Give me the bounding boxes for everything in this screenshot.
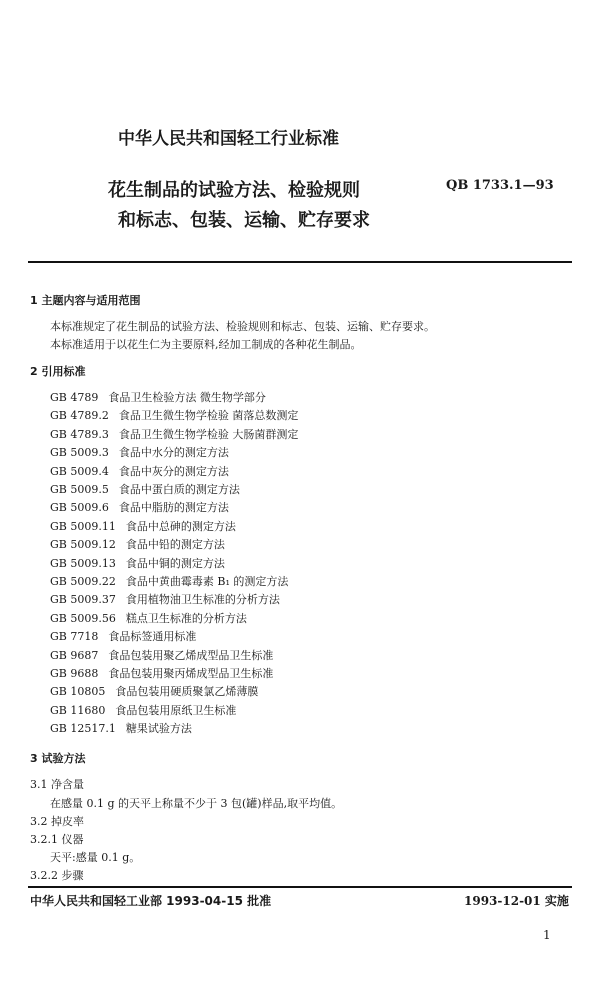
reference-item — [50, 628, 196, 644]
reference-code: GB 5009.56 — [50, 611, 116, 625]
section3-1-text: 在感量 0.1 g 的天平上称量不少于 3 包(罐)样品,取平均值。 — [50, 797, 343, 810]
section3-1-heading: 3.1 净含量 — [30, 778, 84, 791]
reference-item — [50, 407, 298, 423]
reference-item — [50, 702, 236, 718]
reference-title: 食品中黄曲霉毒素 B₁ 的测定方法 — [125, 575, 289, 588]
reference-item — [50, 555, 225, 571]
reference-code: GB 4789.2 — [50, 409, 109, 423]
section3-2-2-heading: 3.2.2 步骤 — [30, 869, 84, 882]
reference-code: GB 9688 — [50, 667, 99, 680]
reference-title: 食品中蛋白质的测定方法 — [118, 483, 240, 496]
reference-code: GB 9687 — [50, 648, 99, 662]
reference-title: 食品中脂肪的测定方法 — [118, 501, 229, 515]
reference-item — [50, 389, 266, 405]
standard-code: QB 1733.1—93 — [446, 178, 554, 193]
reference-code: GB 5009.37 — [50, 593, 116, 607]
reference-code: GB 4789 — [50, 391, 99, 404]
document-title-line1: 花生制品的试验方法、检验规则 — [108, 180, 360, 201]
reference-item — [50, 444, 229, 460]
section3-heading: 3 试验方法 — [30, 752, 86, 765]
reference-title: 糖果试验方法 — [125, 722, 192, 736]
reference-code: GB 4789.3 — [50, 427, 109, 441]
reference-item — [50, 610, 247, 626]
reference-code: GB 5009.4 — [50, 464, 109, 478]
reference-item — [50, 463, 229, 479]
reference-title: 食品卫生微生物学检验 菌落总数测定 — [118, 409, 299, 423]
reference-title: 食品中总砷的测定方法 — [125, 519, 236, 533]
reference-code: GB 10805 — [50, 685, 106, 699]
effective-date: 1993-12-01 实施 — [464, 894, 569, 908]
section3-2-1-text: 天平:感量 0.1 g。 — [50, 851, 141, 864]
reference-code: GB 5009.11 — [50, 519, 116, 533]
reference-title: 食品标签通用标准 — [108, 630, 197, 644]
reference-title: 食品卫生检验方法 微生物学部分 — [108, 391, 266, 404]
reference-item — [50, 481, 240, 497]
reference-item — [50, 647, 273, 663]
reference-item — [50, 683, 258, 699]
reference-title: 食品中铜的测定方法 — [125, 556, 225, 570]
reference-item — [50, 499, 229, 515]
reference-item — [50, 665, 273, 681]
reference-code: GB 5009.13 — [50, 556, 116, 570]
reference-item — [50, 518, 236, 534]
reference-title: 食品中铅的测定方法 — [125, 538, 225, 552]
reference-code: GB 5009.12 — [50, 538, 116, 552]
reference-code: GB 5009.22 — [50, 575, 116, 588]
section3-2-1-heading: 3.2.1 仪器 — [30, 833, 84, 846]
reference-title: 食用植物油卫生标准的分析方法 — [125, 593, 280, 607]
reference-title: 食品包装用硬质聚氯乙烯薄膜 — [115, 685, 259, 699]
reference-code: GB 5009.3 — [50, 446, 109, 460]
reference-item — [50, 591, 280, 607]
section1-heading: 1 主题内容与适用范围 — [30, 294, 141, 307]
reference-title: 食品中灰分的测定方法 — [118, 464, 229, 478]
reference-item — [50, 720, 192, 736]
reference-item — [50, 536, 225, 552]
reference-title: 食品包装用原纸卫生标准 — [115, 703, 237, 717]
reference-title: 食品中水分的测定方法 — [118, 446, 229, 460]
section2-heading: 2 引用标准 — [30, 365, 86, 378]
reference-code: GB 12517.1 — [50, 722, 116, 736]
ministry-title: 中华人民共和国轻工行业标准 — [118, 129, 339, 149]
issuer-approval: 中华人民共和国轻工业部 1993-04-15 批准 — [30, 894, 272, 908]
reference-code: GB 5009.5 — [50, 483, 109, 496]
footer-rule — [28, 886, 572, 888]
reference-code: GB 7718 — [50, 630, 99, 644]
reference-title: 食品包装用聚丙烯成型品卫生标准 — [108, 667, 274, 680]
reference-item — [50, 573, 288, 589]
section1-para2: 本标准适用于以花生仁为主要原料,经加工制成的各种花生制品。 — [50, 338, 362, 351]
page-number: 1 — [543, 928, 551, 942]
reference-title: 食品卫生微生物学检验 大肠菌群测定 — [118, 427, 299, 441]
document-title-line2: 和标志、包装、运输、贮存要求 — [118, 210, 370, 231]
header-rule — [28, 261, 572, 263]
reference-title: 糕点卫生标准的分析方法 — [125, 611, 247, 625]
section3-2-heading: 3.2 掉皮率 — [30, 815, 84, 828]
reference-title: 食品包装用聚乙烯成型品卫生标准 — [108, 648, 274, 662]
reference-item — [50, 426, 298, 442]
section1-para1: 本标准规定了花生制品的试验方法、检验规则和标志、包装、运输、贮存要求。 — [50, 320, 435, 333]
reference-code: GB 11680 — [50, 703, 106, 717]
reference-code: GB 5009.6 — [50, 501, 109, 515]
